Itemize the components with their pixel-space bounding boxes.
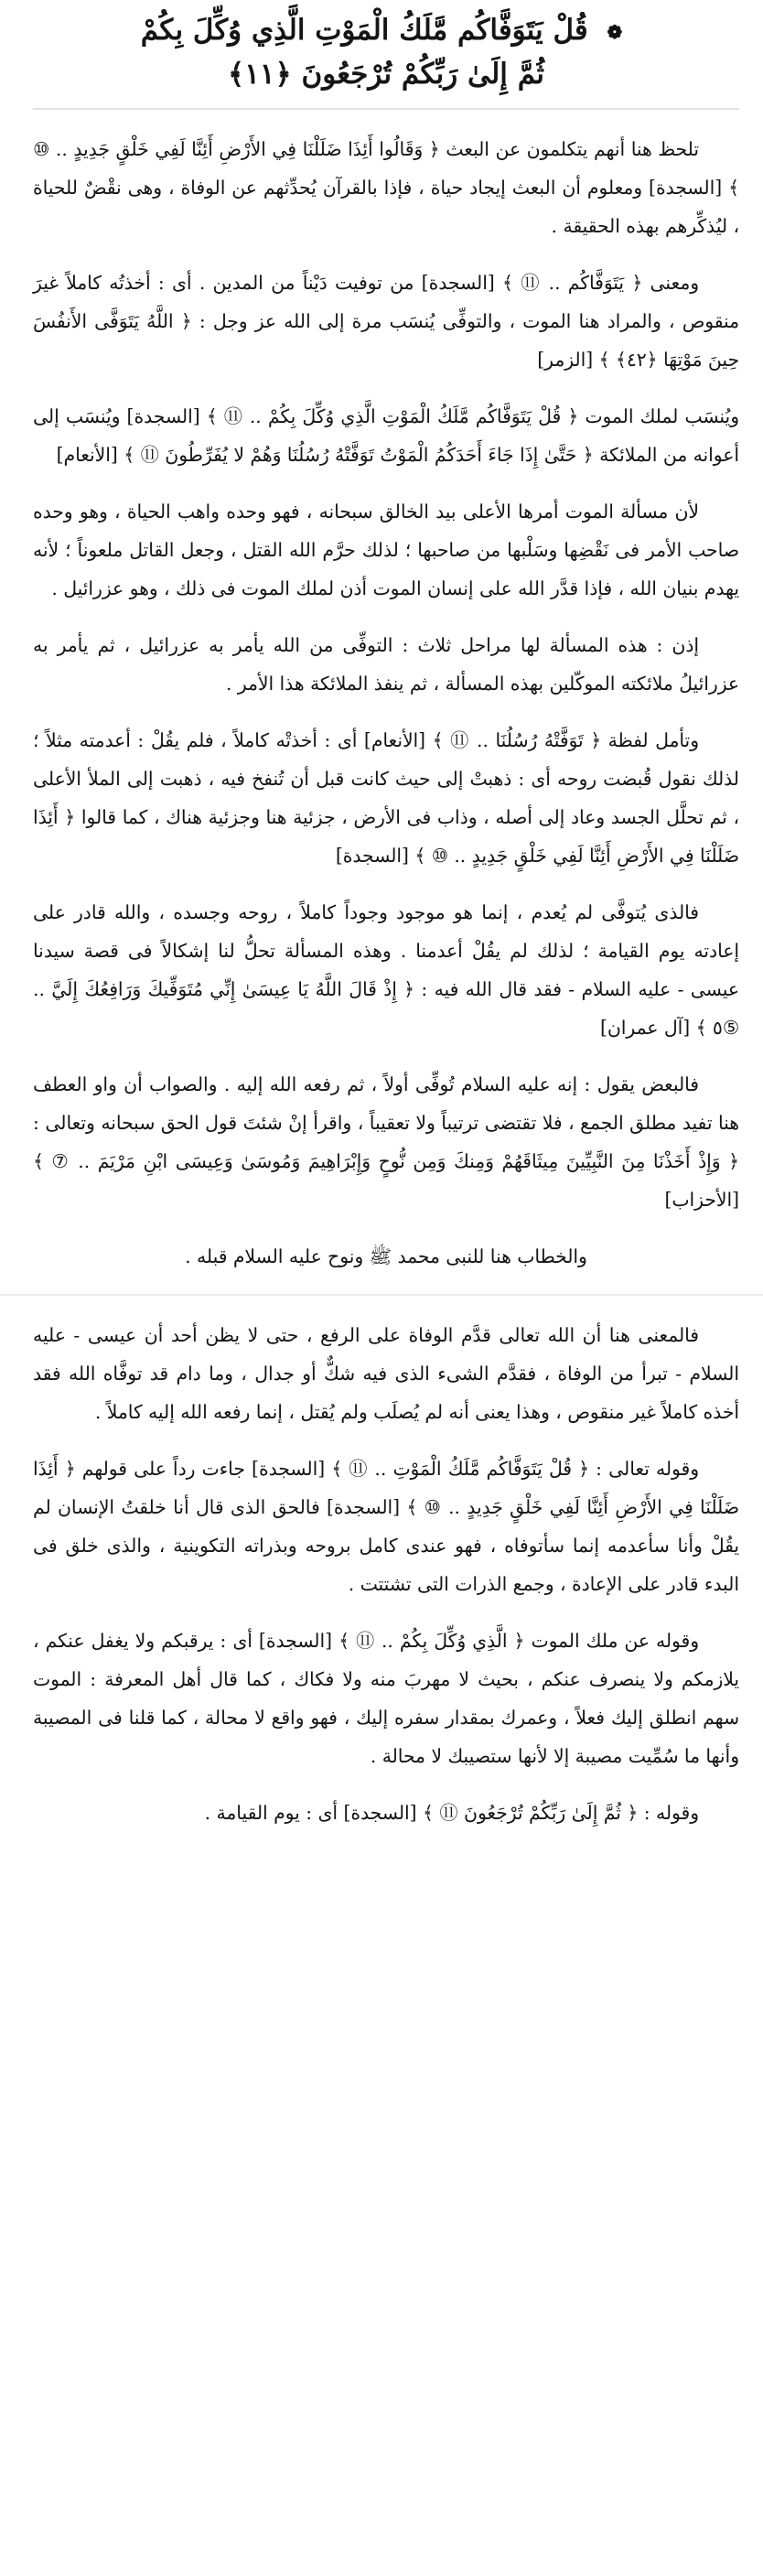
paragraph-3: ويُنسَب لملك الموت ﴿ قُلْ يَتَوَفَّاكُم مَّلَكُ الْمَوْتِ الَّذِي وُكِّلَ بِكُمْ .. ⑪ ﴾ [السجدة] ويُنسَب إلى أعوانه من الملائكة ﴿ حَتَّىٰ إِذَا جَاءَ أَحَدَكُمُ الْمَوْتُ تَوَفَّتْهُ رُسُلُنَا وَهُمْ لا يُفَرِّطُونَ ⑪ ﴾ [الأنعام] (33, 404, 739, 466)
paragraph-6: وتأمل لفظة ﴿ تَوَفَّتْهُ رُسُلُنَا .. ⑪ ﴾ [الأنعام] أى : أخذتْه كاملاً ، فلم يقُلْ : أعدمته مثلاً ؛ لذلك نقول قُبضت روحه أى : ذهبتْ إلى حيث كانت قبل أن تُنفخ فيه ، ذهبت إلى الملأ الأعلى ، ثم تحلَّل الجسد وعاد إلى أصله ، وذاب فى الأرض ، جزئية هنا وجزئية هناك ، كما قالوا ﴿ أَئِذَا ضَلَلْنَا فِي الأَرْضِ أَئِنَّا لَفِي خَلْقٍ جَدِيدٍ .. ⑩ ﴾ [السجدة] (33, 728, 739, 867)
verse-header-line-2: ثُمَّ إِلَىٰ رَبِّكُمْ تُرْجَعُونَ ﴿١١﴾ (228, 57, 544, 91)
flower-ornament-icon: ❁ (607, 20, 623, 43)
verse-header-line-1 (33, 9, 739, 53)
paragraph-4: لأن مسألة الموت أمرها الأعلى بيد الخالق سبحانه ، فهو وحده واهب الحياة ، وهو وحده صاحب الأمر فى نَقْضِها وسَلْبها من صاحبها ؛ لذلك حرَّم الله القتل ، وجعل القاتل ملعوناً ؛ لأنه يهدم بنيان الله ، فإذا قدَّر الله على إنسان الموت أذن لملك الموت فى ذلك ، وهو عزرائيل . (33, 500, 739, 599)
paragraph-10: فالمعنى هنا أن الله تعالى قدَّم الوفاة على الرفع ، حتى لا يظن أحد أن عيسى - عليه السلام - تبرأ من الوفاة ، فقدَّم الشىء الذى فيه شكٌّ أو جدال ، وما دام قد توفَّاه الله فقد أخذه كاملاً غير منقوص ، وهذا يعنى أنه لم يُصلَب ولم يُقتل ، إنما رفعه الله إليه كاملاً . (33, 1323, 739, 1423)
paragraph-13: وقوله : ﴿ ثُمَّ إِلَىٰ رَبِّكُمْ تُرْجَعُونَ ⑪ ﴾ [السجدة] أى : يوم القيامة . (204, 1801, 699, 1824)
paragraph-12: وقوله عن ملك الموت ﴿ الَّذِي وُكِّلَ بِكُمْ .. ⑪ ﴾ [السجدة] أى : يرقبكم ولا يغفل عنكم ، يلازمكم ولا ينصرف عنكم ، بحيث لا مهربَ منه ولا فكاك ، كما قال أهل المعرفة : الموت سهم انطلق إليك فعلاً ، وعمرك بمقدار سفره إليك ، فهو واقع لا محالة ، كما قلنا فى المصيبة وأنها ما سُمِّيت مصيبة إلا لأنها ستصيبك لا محالة . (33, 1629, 739, 1767)
paragraph-1: تلحظ هنا أنهم يتكلمون عن البعث ﴿ وَقَالُوا أَئِذَا ضَلَلْنَا فِي الأَرْضِ أَئِنَّا لَفِي خَلْقٍ جَدِيدٍ .. ⑩ ﴾ [السجدة] ومعلوم أن البعث إيجاد حياة ، فإذا بالقرآن يُحدِّثهم عن الوفاة ، وهى نقْضٌ للحياة ، ليُذكِّرهم بهذه الحقيقة . (33, 137, 739, 237)
paragraph-11: وقوله تعالى : ﴿ قُلْ يَتَوَفَّاكُم مَّلَكُ الْمَوْتِ .. ⑪ ﴾ [السجدة] جاءت رداً على قولهم ﴿ أَئِذَا ضَلَلْنَا فِي الأَرْضِ أَئِنَّا لَفِي خَلْقٍ جَدِيدٍ .. ⑩ ﴾ [السجدة] فالحق الذى قال أنا خلقتُ الإنسان لم يقُلْ وأنا سأعدمه إنما سأتوفاه ، فهو عندى كامل بروحه وبذراته التكوينية ، والذى خلق فى البدء قادر على الإعادة ، وجمع الذرات التى تشتتت . (33, 1457, 739, 1595)
paragraph-7: فالذى يُتوفَّى لم يُعدم ، إنما هو موجود وجوداً كاملاً ، روحه وجسده ، والله قادر على إعادته يوم القيامة ؛ لذلك لم يقُلْ أعدمنا . وهذه المسألة تحلُّ لنا إشكالاً فى قصة سيدنا عيسى - عليه السلام - فقد قال الله فيه : ﴿ إِذْ قَالَ اللَّهُ يَا عِيسَىٰ إِنِّي مُتَوَفِّيكَ وَرَافِعُكَ إِلَيَّ .. ⑤٥ ﴾ [آل عمران] (33, 900, 739, 1039)
verse-header (33, 5, 739, 110)
section-divider (0, 1294, 763, 1296)
paragraph-9: والخطاب هنا للنبى محمد ﷺ ونوح عليه السلام قبله . (185, 1245, 587, 1267)
paragraph-2: ومعنى ﴿ يَتَوَفَّاكُم .. ⑪ ﴾ [السجدة] من توفيت دَيْناً من المدين . أى : أخذتُه كاملاً غيرَ منقوص ، والمراد هنا الموت ، والتوفِّى يُنسَب مرة إلى الله عز وجل : ﴿ اللَّهُ يَتَوَفَّى الأَنفُسَ حِينَ مَوْتِهَا ﴿٤٢﴾ ﴾ [الزمر] (33, 271, 739, 371)
paragraph-8: فالبعض يقول : إنه عليه السلام تُوفِّى أولاً ، ثم رفعه الله إليه . والصواب أن واو العطف هنا تفيد مطلق الجمع ، فلا تقتضى ترتيباً ولا تعقيباً ، واقرأ إنْ شئتَ قول الحق سبحانه وتعالى : ﴿ وَإِذْ أَخَذْنَا مِنَ النَّبِيِّينَ مِيثَاقَهُمْ وَمِنكَ وَمِن نُّوحٍ وَإِبْرَاهِيمَ وَمُوسَىٰ وَعِيسَى ابْنِ مَرْيَمَ .. ⑦ ﴾ [الأحزاب] (33, 1072, 739, 1211)
paragraph-5: إذن : هذه المسألة لها مراحل ثلاث : التوفِّى من الله يأمر به عزرائيل ، ثم يأمر به عزرائيلُ ملائكته الموكّلين بهذه المسألة ، ثم ينفذ الملائكة هذا الأمر . (33, 633, 739, 695)
verse-text-1: قُلْ يَتَوَفَّاكُم مَّلَكُ الْمَوْتِ الَّذِي وُكِّلَ بِكُمْ (140, 14, 588, 47)
